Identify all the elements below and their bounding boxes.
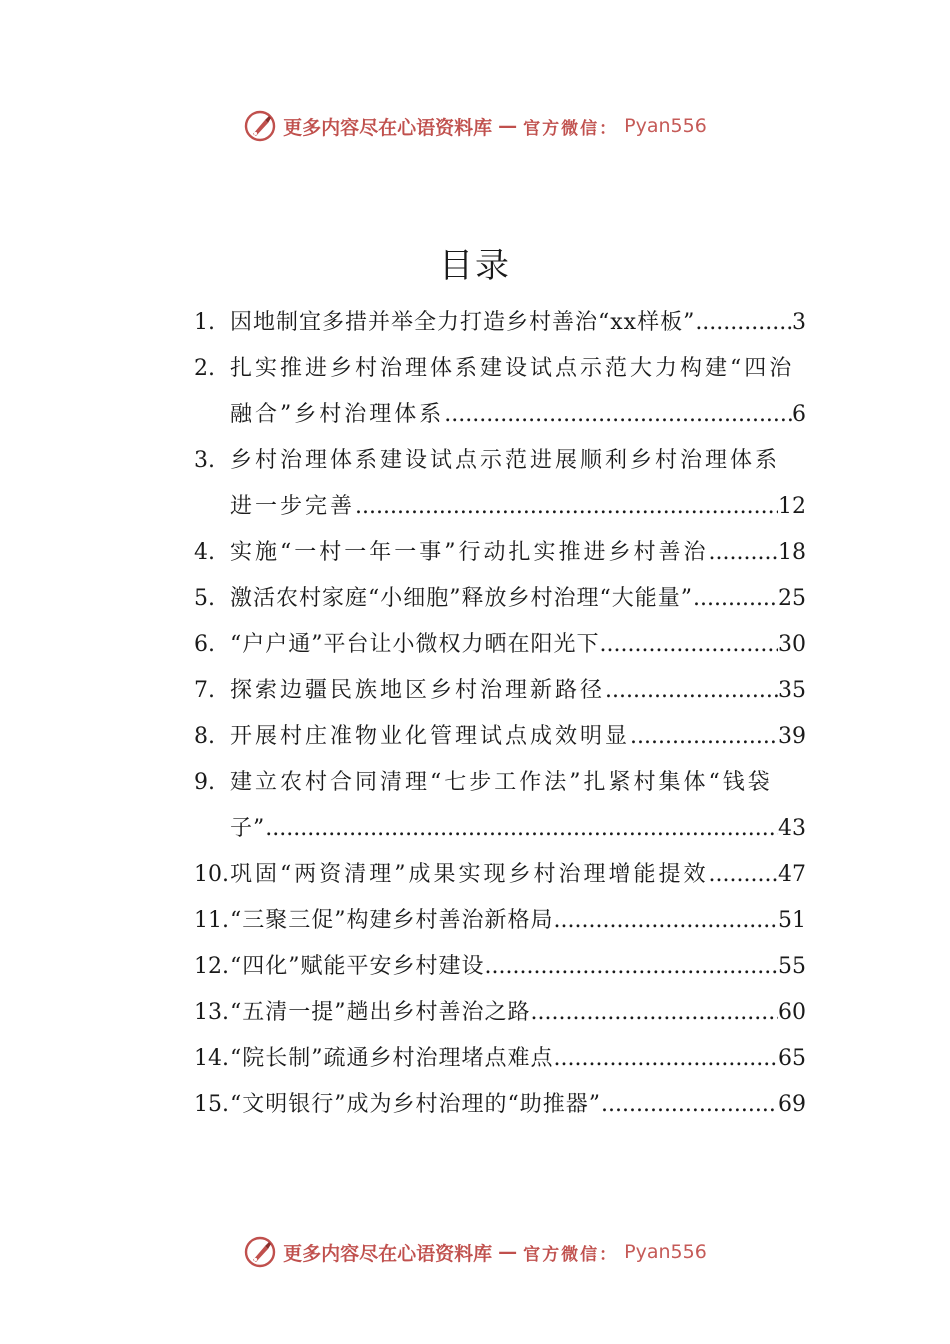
toc-entry-number: 13.	[194, 1000, 229, 1025]
watermark-dash: —	[498, 115, 518, 137]
toc-entry-page: 6	[792, 402, 806, 427]
toc-leader-dots	[554, 1036, 779, 1082]
toc-entry-number: 8.	[194, 724, 215, 749]
toc-leader-dots	[485, 944, 779, 990]
toc-entry-number: 12.	[194, 954, 229, 979]
toc-leader-dots	[355, 484, 778, 530]
toc-entry-title: “文明银行”成为乡村治理的“助推器”	[230, 1092, 601, 1117]
toc-entry-title: 因地制宜多措并举全力打造乡村善治“xx样板”	[230, 310, 696, 335]
toc-entry-title: 开展村庄准物业化管理试点成效明显	[230, 724, 631, 749]
toc-leader-dots	[709, 852, 779, 898]
toc-entry[interactable]	[194, 438, 806, 530]
toc-entry[interactable]	[194, 346, 806, 438]
toc-leader-dots	[554, 898, 779, 944]
toc-entry-page: 65	[778, 1046, 806, 1071]
toc-entry[interactable]	[194, 1036, 806, 1082]
toc-entry[interactable]	[194, 714, 806, 760]
watermark-dash: —	[498, 1241, 518, 1263]
page-title: 目录	[439, 246, 511, 286]
watermark-wechat-label: 官方微信：	[523, 1244, 619, 1265]
pen-nib-logo-icon	[243, 1235, 277, 1269]
toc-entry[interactable]	[194, 300, 806, 346]
toc-entry[interactable]	[194, 530, 806, 576]
table-of-contents	[194, 300, 806, 1128]
toc-leader-dots	[601, 1082, 778, 1128]
watermark-wechat-id: Pyan556	[624, 1241, 707, 1263]
toc-entry-number: 6.	[194, 632, 215, 657]
toc-entry-page: 35	[778, 678, 806, 703]
toc-entry-number: 2.	[194, 356, 215, 381]
watermark-text: 更多内容尽在心语资料库	[283, 1242, 493, 1265]
toc-entry-number: 10.	[194, 862, 229, 887]
toc-entry-page: 18	[778, 540, 806, 565]
toc-entry-number: 14.	[194, 1046, 229, 1071]
toc-entry-title-cont: 进一步完善	[230, 494, 356, 519]
toc-entry-title: 扎实推进乡村治理体系建设试点示范大力构建“四治	[230, 356, 795, 381]
toc-entry-page: 12	[778, 494, 806, 519]
toc-entry-page: 30	[778, 632, 806, 657]
toc-entry-title: “五清一提”趟出乡村善治之路	[230, 1000, 531, 1025]
toc-entry-title: 乡村治理体系建设试点示范进展顺利乡村治理体系	[230, 448, 781, 473]
toc-leader-dots	[600, 622, 779, 668]
toc-entry-page: 25	[778, 586, 806, 611]
toc-entry-title: 实施“一村一年一事”行动扎实推进乡村善治	[230, 540, 709, 565]
toc-entry[interactable]	[194, 622, 806, 668]
pen-nib-logo-icon	[243, 109, 277, 143]
toc-entry-page: 47	[778, 862, 806, 887]
toc-entry-number: 9.	[194, 770, 215, 795]
toc-entry-title: “四化”赋能平安乡村建设	[230, 954, 485, 979]
toc-entry[interactable]	[194, 1082, 806, 1128]
toc-entry-page: 39	[778, 724, 806, 749]
toc-leader-dots	[605, 668, 778, 714]
toc-entry-number: 4.	[194, 540, 215, 565]
toc-entry-title-cont: 融合”乡村治理体系	[230, 402, 445, 427]
toc-entry[interactable]	[194, 944, 806, 990]
watermark-wechat-label: 官方微信：	[523, 118, 619, 139]
toc-entry-title: 探索边疆民族地区乡村治理新路径	[230, 678, 606, 703]
toc-entry-title-cont: 子”	[230, 816, 266, 841]
toc-entry-page: 69	[778, 1092, 806, 1117]
toc-leader-dots	[265, 806, 778, 852]
toc-entry[interactable]	[194, 576, 806, 622]
toc-entry-number: 7.	[194, 678, 215, 703]
toc-entry-title: 建立农村合同清理“七步工作法”扎紧村集体“钱袋	[230, 770, 773, 795]
toc-entry-number: 11.	[194, 908, 229, 933]
toc-entry-page: 60	[778, 1000, 806, 1025]
toc-entry[interactable]	[194, 898, 806, 944]
toc-entry-title: “三聚三促”构建乡村善治新格局	[230, 908, 554, 933]
toc-leader-dots	[693, 576, 778, 622]
toc-entry-number: 1.	[194, 310, 215, 335]
toc-entry[interactable]	[194, 668, 806, 714]
toc-leader-dots	[630, 714, 778, 760]
toc-entry[interactable]	[194, 990, 806, 1036]
toc-leader-dots	[531, 990, 779, 1036]
toc-entry-title: “院长制”疏通乡村治理堵点难点	[230, 1046, 554, 1071]
watermark-header	[0, 106, 950, 146]
toc-entry-page: 3	[792, 310, 806, 335]
watermark-footer	[0, 1232, 950, 1272]
toc-entry-page: 55	[778, 954, 806, 979]
toc-entry-title: “户户通”平台让小微权力晒在阳光下	[230, 632, 600, 657]
toc-entry-number: 5.	[194, 586, 215, 611]
toc-entry-number: 3.	[194, 448, 215, 473]
toc-entry-title: 巩固“两资清理”成果实现乡村治理增能提效	[230, 862, 709, 887]
toc-leader-dots	[695, 300, 792, 346]
toc-entry[interactable]	[194, 852, 806, 898]
toc-leader-dots	[444, 392, 792, 438]
toc-leader-dots	[709, 530, 779, 576]
toc-entry-title: 激活农村家庭“小细胞”释放乡村治理“大能量”	[230, 586, 693, 611]
watermark-text: 更多内容尽在心语资料库	[283, 116, 493, 139]
toc-entry-page: 51	[778, 908, 806, 933]
toc-entry-number: 15.	[194, 1092, 229, 1117]
toc-entry[interactable]	[194, 760, 806, 852]
toc-entry-page: 43	[778, 816, 806, 841]
watermark-wechat-id: Pyan556	[624, 115, 707, 137]
